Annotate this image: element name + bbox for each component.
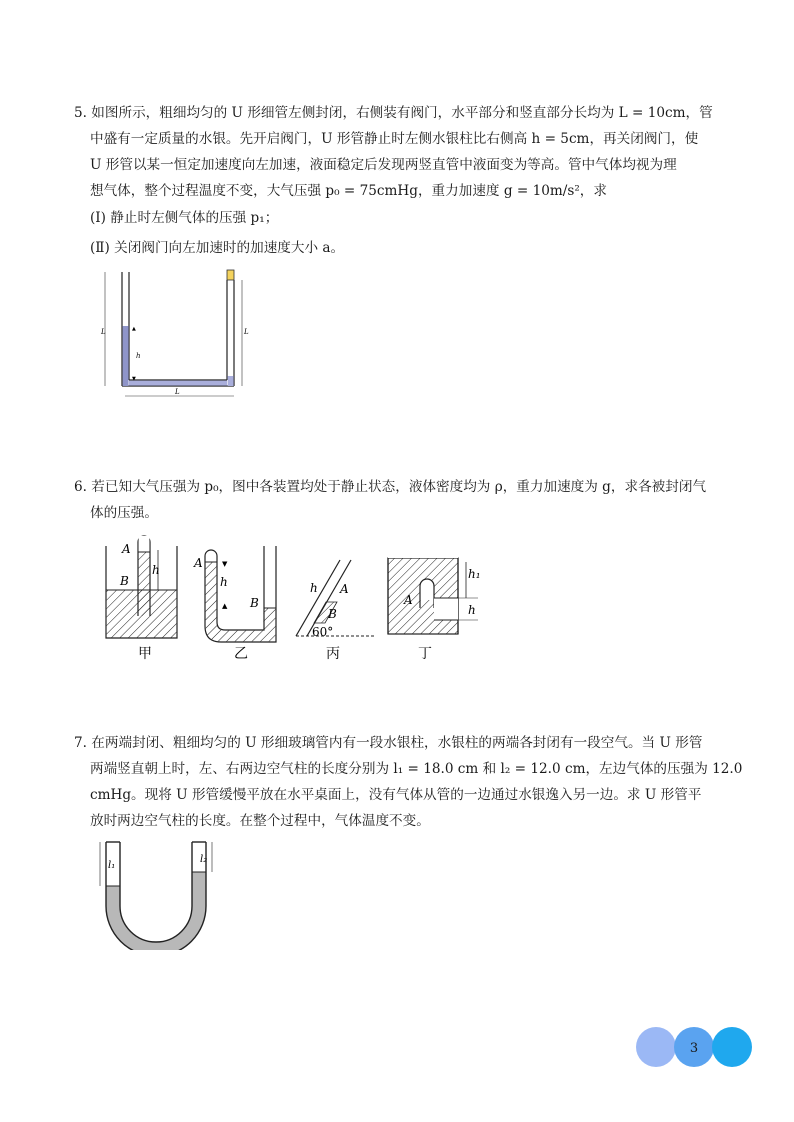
q6-line-1: 6. 若已知大气压强为 p₀，图中各装置均处于静止状态，液体密度均为 ρ，重力加速度为 g，求各被封闭气 xyxy=(74,479,707,495)
q7-label-l2: l₂ xyxy=(200,854,208,865)
jia-label-B: B xyxy=(120,574,129,588)
q7-u-tube-figure xyxy=(96,836,226,950)
q5-line-4: 想气体，整个过程温度不变，大气压强 p₀ = 75cmHg，重力加速度 g = 10m/s²，求 xyxy=(90,183,607,199)
q5-label-L-left: L xyxy=(101,328,106,336)
q6-figures xyxy=(100,530,520,665)
bing-label-h: h xyxy=(310,581,318,595)
q6-figure-bing xyxy=(296,560,374,662)
ding-label-A: A xyxy=(404,593,413,607)
q6-figure-jia xyxy=(106,536,177,662)
yi-label-A: A xyxy=(194,556,203,570)
jia-caption: 甲 xyxy=(138,646,152,662)
bing-label-B: B xyxy=(328,607,337,621)
q7-label-l1: l₁ xyxy=(108,860,116,871)
q5-u-tube-figure xyxy=(95,262,255,412)
q5-line-1: 5. 如图所示，粗细均匀的 U 形细管左侧封闭，右侧装有阀门，水平部分和竖直部分长均为 L = 10cm，管 xyxy=(74,105,713,121)
question-7 xyxy=(74,730,743,834)
svg-text:▲: ▲ xyxy=(132,326,136,332)
q6-figure-ding xyxy=(388,556,481,662)
jia-label-A: A xyxy=(122,542,131,556)
yi-caption: 乙 xyxy=(234,646,248,662)
question-6 xyxy=(74,474,730,526)
q5-part-2: (Ⅱ) 关闭阀门向左加速时的加速度大小 a。 xyxy=(90,240,345,256)
q6-line-2: 体的压强。 xyxy=(90,505,158,521)
q5-label-L-bottom: L xyxy=(175,388,180,396)
svg-text:▲: ▲ xyxy=(222,602,228,610)
bing-angle: 60° xyxy=(312,625,334,639)
q6-figure-yi xyxy=(193,546,276,662)
q7-line-2: 两端竖直朝上时，左、右两边空气柱的长度分别为 l₁ = 18.0 cm 和 l₂ = 12.0 cm，左边气体的压强为 12.0 xyxy=(90,761,743,777)
jia-label-h: h xyxy=(152,563,160,577)
svg-text:▼: ▼ xyxy=(222,560,228,568)
q7-line-4: 放时两边空气柱的长度。在整个过程中，气体温度不变。 xyxy=(90,813,430,829)
bing-caption: 丙 xyxy=(326,646,340,662)
yi-label-B: B xyxy=(250,596,259,610)
q5-line-2: 中盛有一定质量的水银。先开启阀门，U 形管静止时左侧水银柱比右侧高 h = 5cm，再关闭阀门，使 xyxy=(90,131,699,147)
q7-line-1: 7. 在两端封闭、粗细均匀的 U 形细玻璃管内有一段水银柱，水银柱的两端各封闭有一段空气。当 U 形管 xyxy=(74,735,703,751)
q5-part-1: (Ⅰ) 静止时左侧气体的压强 p₁； xyxy=(90,210,279,226)
ding-label-h: h xyxy=(468,603,476,617)
question-5 xyxy=(74,100,730,204)
q5-label-L-right: L xyxy=(244,328,249,336)
q5-label-h: h xyxy=(136,352,141,360)
page-number-badge xyxy=(636,1027,754,1067)
ding-caption: 丁 xyxy=(418,646,432,662)
q7-line-3: cmHg。现将 U 形管缓慢平放在水平桌面上，没有气体从管的一边通过水银逸入另一边。求 U 形管平 xyxy=(90,787,702,803)
bing-label-A: A xyxy=(340,582,349,596)
q5-line-3: U 形管以某一恒定加速度向左加速，液面稳定后发现两竖直管中液面变为等高。管中气体均视为理 xyxy=(90,157,677,173)
yi-label-h: h xyxy=(220,575,228,589)
page-number: 3 xyxy=(689,1041,699,1056)
ding-label-h1: h₁ xyxy=(468,567,481,581)
svg-text:▼: ▼ xyxy=(132,376,136,382)
